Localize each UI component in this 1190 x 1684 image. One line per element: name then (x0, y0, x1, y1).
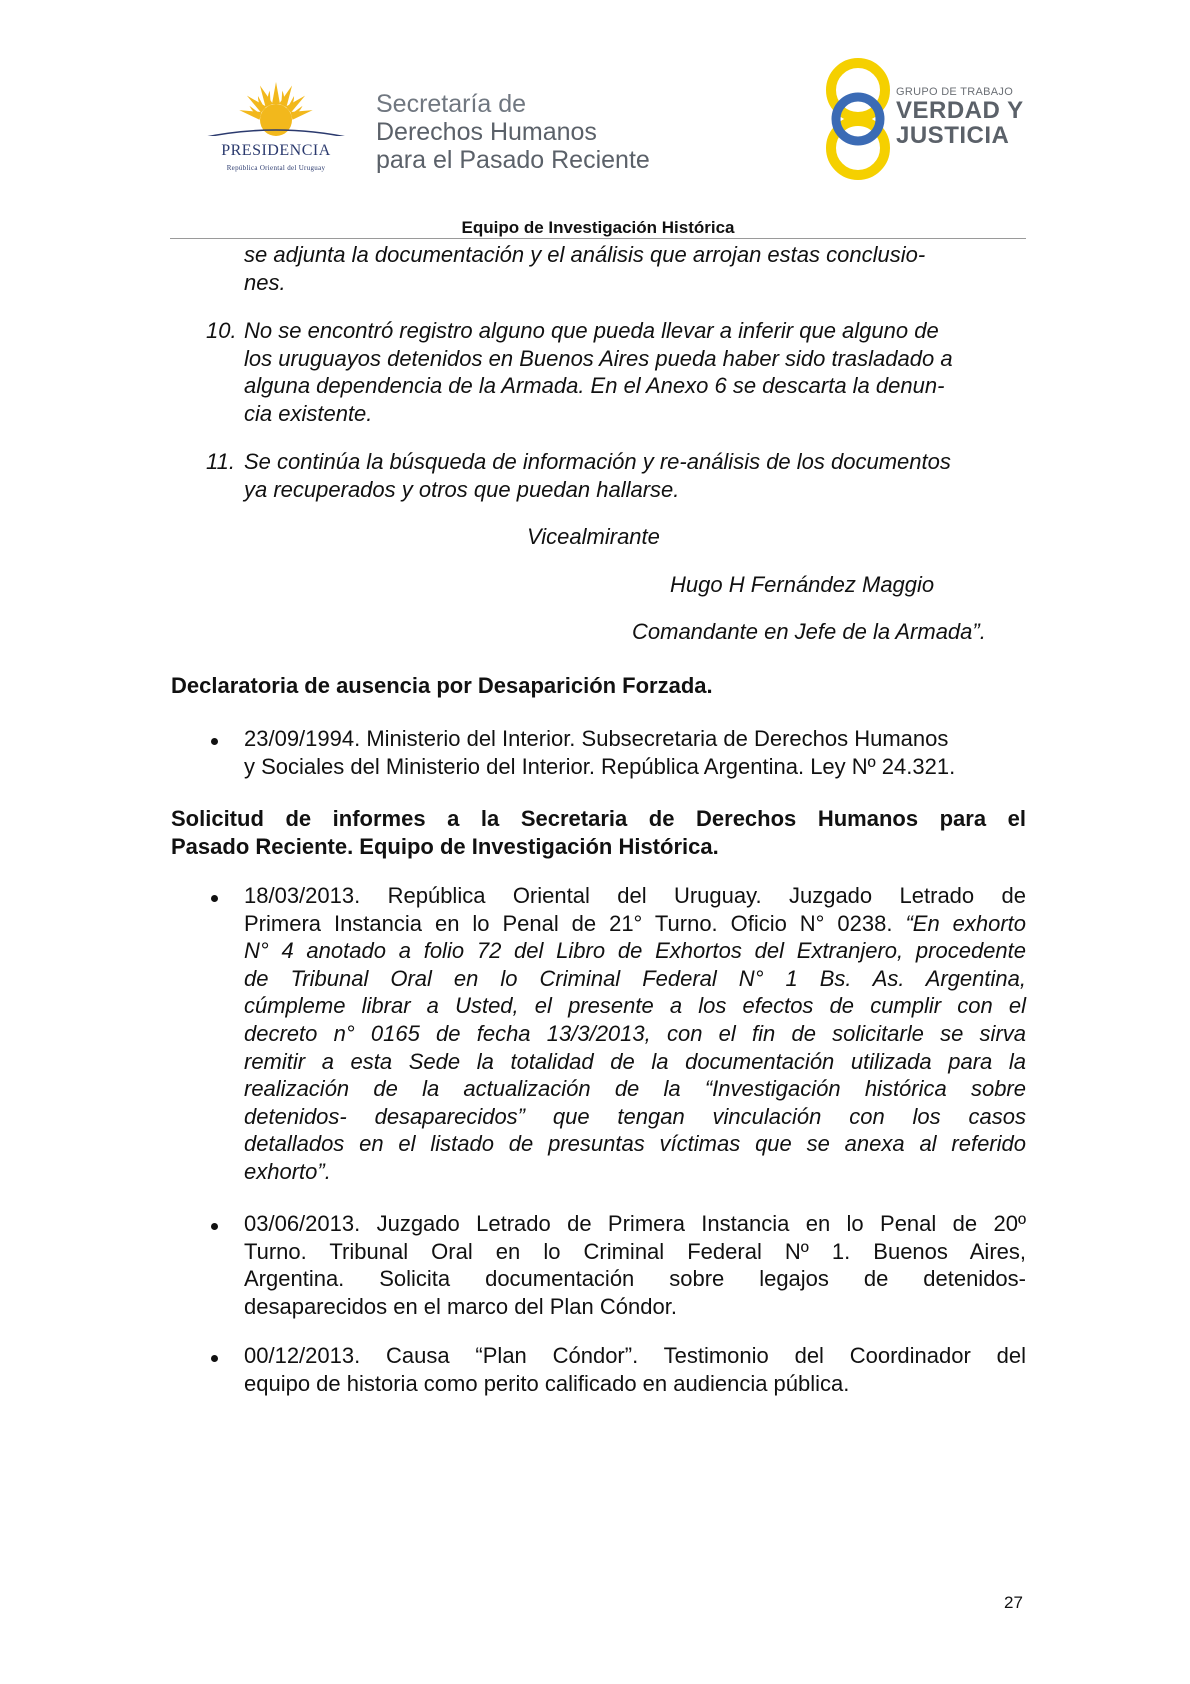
signature-title: Comandante en Jefe de la Armada”. (632, 619, 986, 644)
text-line: remitir a esta Sede la totalidad de la documentación utilizada para la (244, 1048, 1026, 1074)
section-heading (171, 805, 1026, 860)
text-line: se adjunta la documentación y el análisis que arrojan estas conclusio- (244, 242, 926, 267)
text-line: cia existente. (244, 400, 373, 426)
page-number: 27 (1004, 1593, 1023, 1612)
heading-line: Pasado Reciente. Equipo de Investigación Histórica. (171, 833, 719, 859)
text-line: 18/03/2013. República Oriental del Uruguay. Juzgado Letrado de (244, 883, 1026, 908)
text-line (244, 910, 1026, 938)
heading-line: Solicitud de informes a la Secretaria de Derechos Humanos para el (171, 806, 1026, 831)
text-span: Primera Instancia en lo Penal de 21° Turno. Oficio N° 0238. (244, 910, 906, 936)
list-item (244, 725, 1026, 780)
secretaria-line-1: Secretaría de (376, 90, 527, 118)
gvj-line-1: GRUPO DE TRABAJO (896, 86, 1014, 98)
numbered-item (244, 448, 1026, 503)
continuation-paragraph (244, 241, 1026, 296)
text-line: N° 4 anotado a folio 72 del Libro de Exhortos del Extranjero, procedente (244, 938, 1026, 964)
text-line: los uruguayos detenidos en Buenos Aires pueda haber sido trasladado a (244, 345, 953, 371)
text-line: alguna dependencia de la Armada. En el Anexo 6 se descarta la denun- (244, 373, 945, 399)
sun-emblem-icon (196, 80, 356, 150)
section-heading: Declaratoria de ausencia por Desaparición Forzada. (171, 673, 713, 698)
text-line: 23/09/1994. Ministerio del Interior. Subsecretaria de Derechos Humanos (244, 726, 949, 751)
bullet-icon (211, 738, 218, 745)
header-divider (170, 238, 1026, 239)
text-line: Se continúa la búsqueda de información y re-análisis de los documentos (244, 449, 951, 474)
text-line: nes. (244, 269, 286, 295)
text-line: Turno. Tribunal Oral en lo Criminal Federal Nº 1. Buenos Aires, (244, 1238, 1026, 1264)
text-line: ya recuperados y otros que puedan hallarse. (244, 476, 680, 502)
text-line: realización de la actualización de la “Investigación histórica sobre (244, 1076, 1026, 1102)
text-line: 03/06/2013. Juzgado Letrado de Primera Instancia en lo Penal de 20º (244, 1211, 1026, 1236)
text-line: de Tribunal Oral en lo Criminal Federal N° 1 Bs. As. Argentina, (244, 965, 1026, 991)
presidencia-subtitle: República Oriental del Uruguay (226, 164, 326, 172)
text-line: 00/12/2013. Causa “Plan Cóndor”. Testimonio del Coordinador del (244, 1343, 1026, 1368)
text-line: decreto n° 0165 de fecha 13/3/2013, con el fin de solicitarle se sirva (244, 1020, 1026, 1046)
list-item (244, 1210, 1026, 1320)
gvj-line-3: JUSTICIA (896, 122, 1010, 149)
bullet-icon (211, 895, 218, 902)
list-item (244, 882, 1026, 1186)
text-line: y Sociales del Ministerio del Interior. República Argentina. Ley Nº 24.321. (244, 753, 956, 779)
text-line: desaparecidos en el marco del Plan Cóndor. (244, 1293, 677, 1319)
quote-span: “En exhorto (905, 910, 1026, 936)
gvj-line-2: VERDAD Y (896, 97, 1024, 124)
signature-rank: Vicealmirante (527, 524, 660, 549)
item-number: 11. (206, 449, 235, 474)
text-line: equipo de historia como perito calificado en audiencia pública. (244, 1370, 850, 1396)
secretaria-title (376, 90, 736, 174)
text-line: Argentina. Solicita documentación sobre legajos de detenidos- (244, 1266, 1026, 1292)
presidencia-logo (196, 80, 356, 178)
item-number: 10. (206, 318, 237, 343)
signature-name: Hugo H Fernández Maggio (670, 572, 935, 597)
text-line: exhorto”. (244, 1158, 331, 1184)
numbered-item (244, 317, 1026, 427)
bullet-icon (211, 1223, 218, 1230)
text-line: detenidos- desaparecidos” que tengan vinculación con los casos (244, 1103, 1026, 1129)
department-header: Equipo de Investigación Histórica (461, 218, 735, 237)
text-line: No se encontró registro alguno que pueda llevar a inferir que alguno de (244, 318, 939, 343)
secretaria-line-2: Derechos Humanos (376, 118, 597, 146)
list-item (244, 1342, 1026, 1397)
verdad-justicia-text (896, 86, 1024, 148)
secretaria-line-3: para el Pasado Reciente (376, 146, 650, 174)
bullet-icon (211, 1355, 218, 1362)
presidencia-wordmark: PRESIDENCIA (221, 142, 331, 159)
text-line: cúmpleme librar a Usted, el presente a los efectos de cumplir con el (244, 993, 1026, 1019)
text-line: detallados en el listado de presuntas víctimas que se anexa al referido (244, 1131, 1026, 1157)
